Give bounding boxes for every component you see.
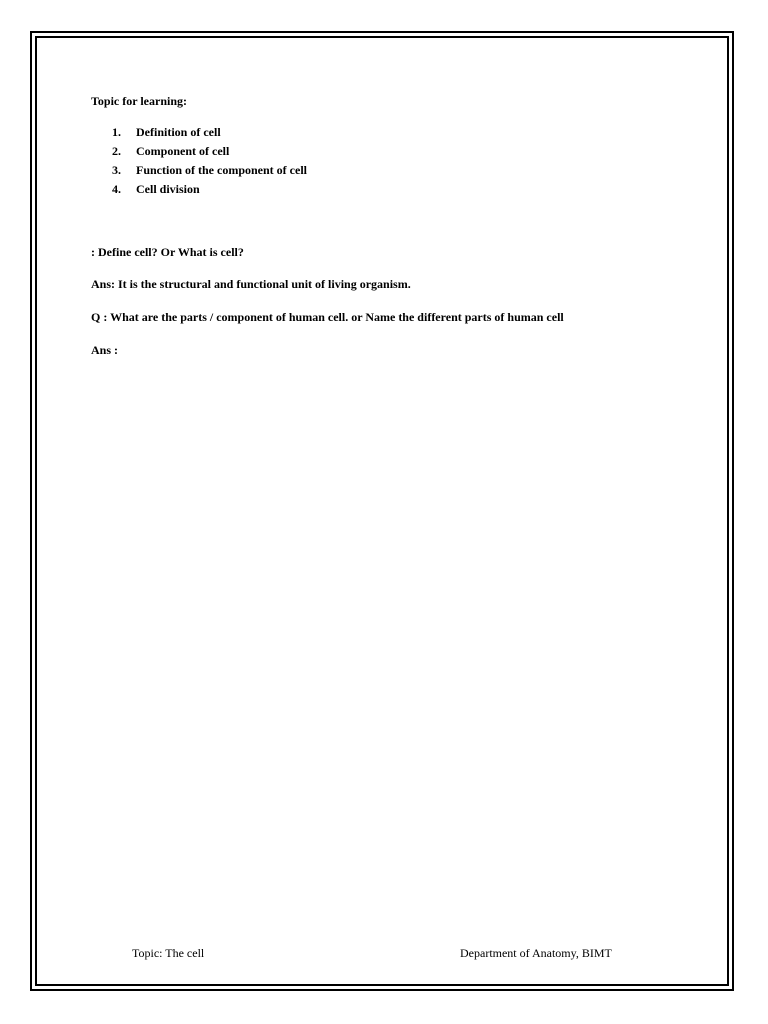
list-item — [91, 123, 711, 142]
question-1: : Define cell? Or What is cell? — [91, 245, 244, 259]
list-item-text: Definition of cell — [136, 125, 221, 139]
list-item — [91, 161, 711, 180]
footer-topic: Topic: The cell — [132, 946, 205, 960]
answer-1: Ans: It is the structural and functional unit of living organism. — [91, 277, 411, 291]
list-item — [91, 180, 711, 199]
question-2: Q : What are the parts / component of human cell. or Name the different parts of human cell — [91, 310, 564, 324]
list-item-number: 2. — [112, 144, 121, 158]
list-item-number: 3. — [112, 163, 121, 177]
list-item-text: Function of the component of cell — [136, 163, 307, 177]
topic-list — [91, 123, 711, 199]
footer-department: Department of Anatomy, BIMT — [460, 946, 612, 960]
document-body — [91, 93, 711, 357]
list-item-number: 1. — [112, 125, 121, 139]
topic-heading: Topic for learning: — [91, 94, 188, 108]
list-item-number: 4. — [112, 182, 121, 196]
list-item-text: Component of cell — [136, 144, 230, 158]
answer-2: Ans : — [91, 343, 119, 357]
list-item — [91, 142, 711, 161]
list-item-text: Cell division — [136, 182, 200, 196]
